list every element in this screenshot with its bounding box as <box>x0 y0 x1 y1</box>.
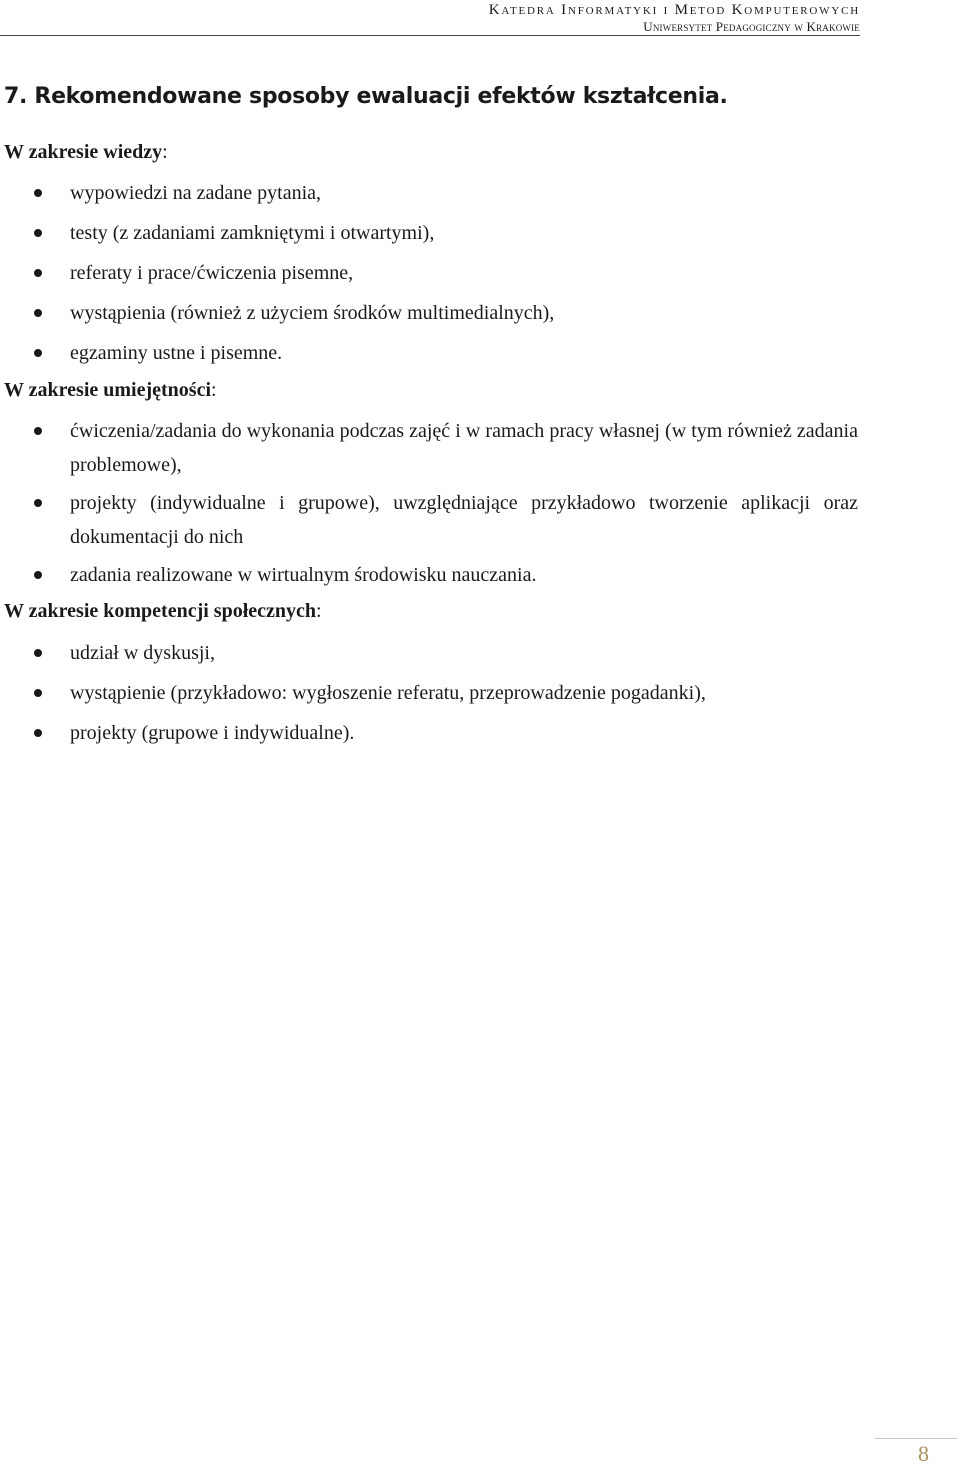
bullet-icon <box>34 499 42 507</box>
list-item-text: testy (z zadaniami zamkniętymi i otwartymi), <box>70 222 435 244</box>
list-item-text: wystąpienie (przykładowo: wygłoszenie referatu, przeprowadzenie pogadanki), <box>70 682 706 704</box>
header-university: Uniwersytet Pedagogiczny w Krakowie <box>643 19 860 34</box>
group-heading-text: W zakresie kompetencji społecznych <box>4 600 317 622</box>
group-heading-social-competences <box>4 600 322 623</box>
list-item <box>70 636 858 670</box>
list-item <box>70 676 858 710</box>
bullet-icon <box>34 269 42 277</box>
bullet-icon <box>34 689 42 697</box>
group-heading-colon: : <box>162 141 168 163</box>
group-heading-text: W zakresie umiejętności <box>4 379 212 401</box>
list-item-text: egzaminy ustne i pisemne. <box>70 342 283 364</box>
bullet-icon <box>34 649 42 657</box>
bullet-icon <box>34 427 42 435</box>
list-item-text: zadania realizowane w wirtualnym środowisku nauczania. <box>70 564 537 586</box>
footer-divider <box>875 1438 957 1439</box>
header-department: Katedra Informatyki i Metod Komputerowych <box>488 2 860 18</box>
list-item <box>70 486 858 554</box>
list-item <box>70 414 858 482</box>
bullet-icon <box>34 189 42 197</box>
group-heading-skills <box>4 379 217 402</box>
group-heading-colon: : <box>316 600 322 622</box>
list-item-text: projekty (grupowe i indywidualne). <box>70 722 355 744</box>
group-heading-colon: : <box>211 379 217 401</box>
bullet-icon <box>34 349 42 357</box>
list-item <box>70 256 858 290</box>
section-title: 7. Rekomendowane sposoby ewaluacji efektów kształcenia. <box>4 84 728 109</box>
group-heading-text: W zakresie wiedzy <box>4 141 163 163</box>
list-item <box>70 176 858 210</box>
list-item <box>70 716 858 750</box>
group-heading-knowledge <box>4 141 168 164</box>
bullet-icon <box>34 571 42 579</box>
list-item <box>70 216 858 250</box>
list-item-text: referaty i prace/ćwiczenia pisemne, <box>70 262 354 284</box>
bullet-icon <box>34 309 42 317</box>
page-number: 8 <box>918 1441 929 1466</box>
list-item-text: wystąpienia (również z użyciem środków multimedialnych), <box>70 302 555 324</box>
list-item <box>70 296 858 330</box>
list-item-text: udział w dyskusji, <box>70 642 215 664</box>
list-item <box>70 336 858 370</box>
bullet-icon <box>34 229 42 237</box>
header-divider <box>0 35 860 36</box>
list-item-text: projekty (indywidualne i grupowe), uwzględniające przykładowo tworzenie aplikacji oraz dokumentacji do nich <box>70 492 858 548</box>
list-item <box>70 558 858 592</box>
bullet-icon <box>34 729 42 737</box>
list-item-text: ćwiczenia/zadania do wykonania podczas zajęć i w ramach pracy własnej (w tym również zadania problemowe), <box>70 420 858 476</box>
list-item-text: wypowiedzi na zadane pytania, <box>70 182 322 204</box>
